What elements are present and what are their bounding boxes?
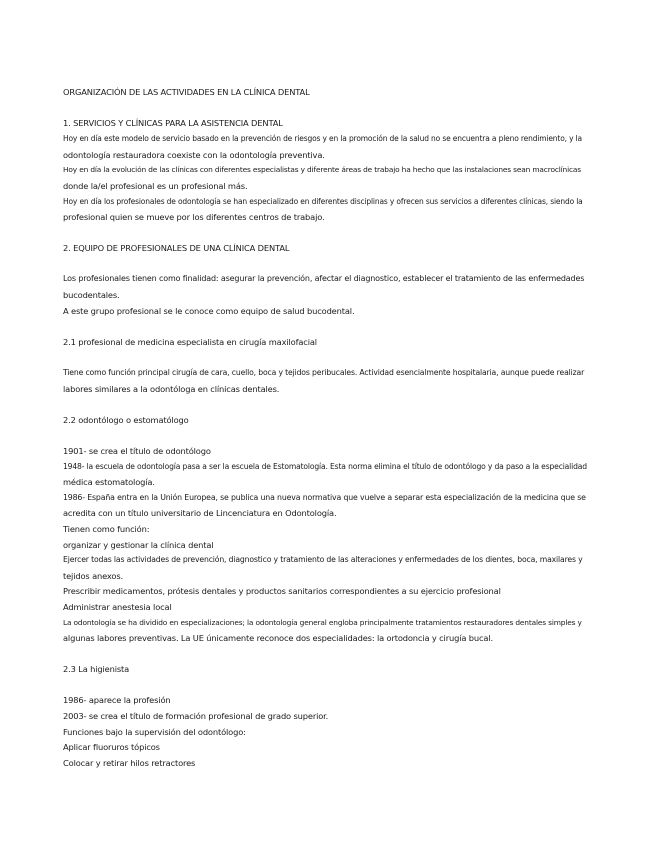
paragraph-line: Prescribir medicamentos, prótesis dentales y productos sanitarios correspondientes a su ejercicio profesional xyxy=(63,586,501,596)
paragraph-line: Tienen como función: xyxy=(63,524,150,534)
paragraph-line: 1986- aparece la profesión xyxy=(63,695,171,705)
paragraph-line: Hoy en día los profesionales de odontología se han especializado en diferentes disciplinas y ofrecen sus servicios a diferentes clínicas, siendo la xyxy=(63,197,583,206)
paragraph-line: Aplicar fluoruros tópicos xyxy=(63,742,160,752)
paragraph-line: Tiene como función principal cirugía de cara, cuello, boca y tejidos peribucales. Actividad esencialmente hospitalaria, aunque puede realizar xyxy=(63,368,585,377)
section-2-1-heading: 2.1 profesional de medicina especialista en cirugía maxilofacial xyxy=(63,337,317,347)
paragraph-line: Administrar anestesia local xyxy=(63,602,172,612)
paragraph-line: odontología restauradora coexiste con la odontología preventiva. xyxy=(63,150,325,160)
paragraph-line: Hoy en día la evolución de las clínicas con diferentes especialistas y diferente áreas de trabajo ha hecho que las instalaciones sean macroclínicas xyxy=(63,165,581,174)
paragraph-line: algunas labores preventivas. La UE únicamente reconoce dos especialidades: la ortodoncia y cirugía bucal. xyxy=(63,633,493,643)
paragraph-line: labores similares a la odontóloga en clínicas dentales. xyxy=(63,384,280,394)
paragraph-line: 1901- se crea el título de odontólogo xyxy=(63,446,211,456)
paragraph-line: A este grupo profesional se le conoce como equipo de salud bucodental. xyxy=(63,306,355,316)
paragraph-line: 1986- España entra en la Unión Europea, se publica una nueva normativa que vuelve a separar esta especialización de la medicina que se xyxy=(63,493,586,502)
paragraph-line: donde la/el profesional es un profesional más. xyxy=(63,181,248,191)
paragraph-line: médica estomatología. xyxy=(63,477,155,487)
paragraph-line: 2003- se crea el título de formación profesional de grado superior. xyxy=(63,711,329,721)
paragraph-line: bucodentales. xyxy=(63,290,120,300)
paragraph-line: 1948- la escuela de odontología pasa a ser la escuela de Estomatología. Esta norma elimina el título de odontólogo y da paso a la especialidad xyxy=(63,462,587,471)
paragraph-line: Los profesionales tienen como finalidad: asegurar la prevención, afectar el diagnostico, establecer el tratamiento de las enfermedades xyxy=(63,274,585,283)
section-2-3-heading: 2.3 La higienista xyxy=(63,664,130,674)
paragraph-line: acredita con un título universitario de Lincenciatura en Odontología. xyxy=(63,508,337,518)
paragraph-line: Ejercer todas las actividades de prevención, diagnostico y tratamiento de las alteraciones y enfermedades de los dientes, boca, maxilares y xyxy=(63,555,583,564)
paragraph-line: Funciones bajo la supervisión del odontólogo: xyxy=(63,727,246,737)
paragraph-line: profesional quien se mueve por los diferentes centros de trabajo. xyxy=(63,212,325,222)
paragraph-line: Hoy en día este modelo de servicio basado en la prevención de riesgos y en la promoción de la salud no se encuentra a pleno rendimiento, y la xyxy=(63,134,583,143)
paragraph-line: La odontología se ha dividido en especializaciones; la odontología general engloba principalmente tratamientos restauradores dentales simples y xyxy=(63,618,582,627)
document-title: ORGANIZACIÓN DE LAS ACTIVIDADES EN LA CLÍNICA DENTAL xyxy=(63,87,310,97)
paragraph-line: tejidos anexos. xyxy=(63,571,124,581)
section-1-heading: 1. SERVICIOS Y CLÍNICAS PARA LA ASISTENCIA DENTAL xyxy=(63,118,283,128)
section-2-heading: 2. EQUIPO DE PROFESIONALES DE UNA CLÍNICA DENTAL xyxy=(63,243,290,253)
paragraph-line: organizar y gestionar la clínica dental xyxy=(63,540,214,550)
section-2-2-heading: 2.2 odontólogo o estomatólogo xyxy=(63,415,189,425)
paragraph-line: Colocar y retirar hilos retractores xyxy=(63,758,196,768)
